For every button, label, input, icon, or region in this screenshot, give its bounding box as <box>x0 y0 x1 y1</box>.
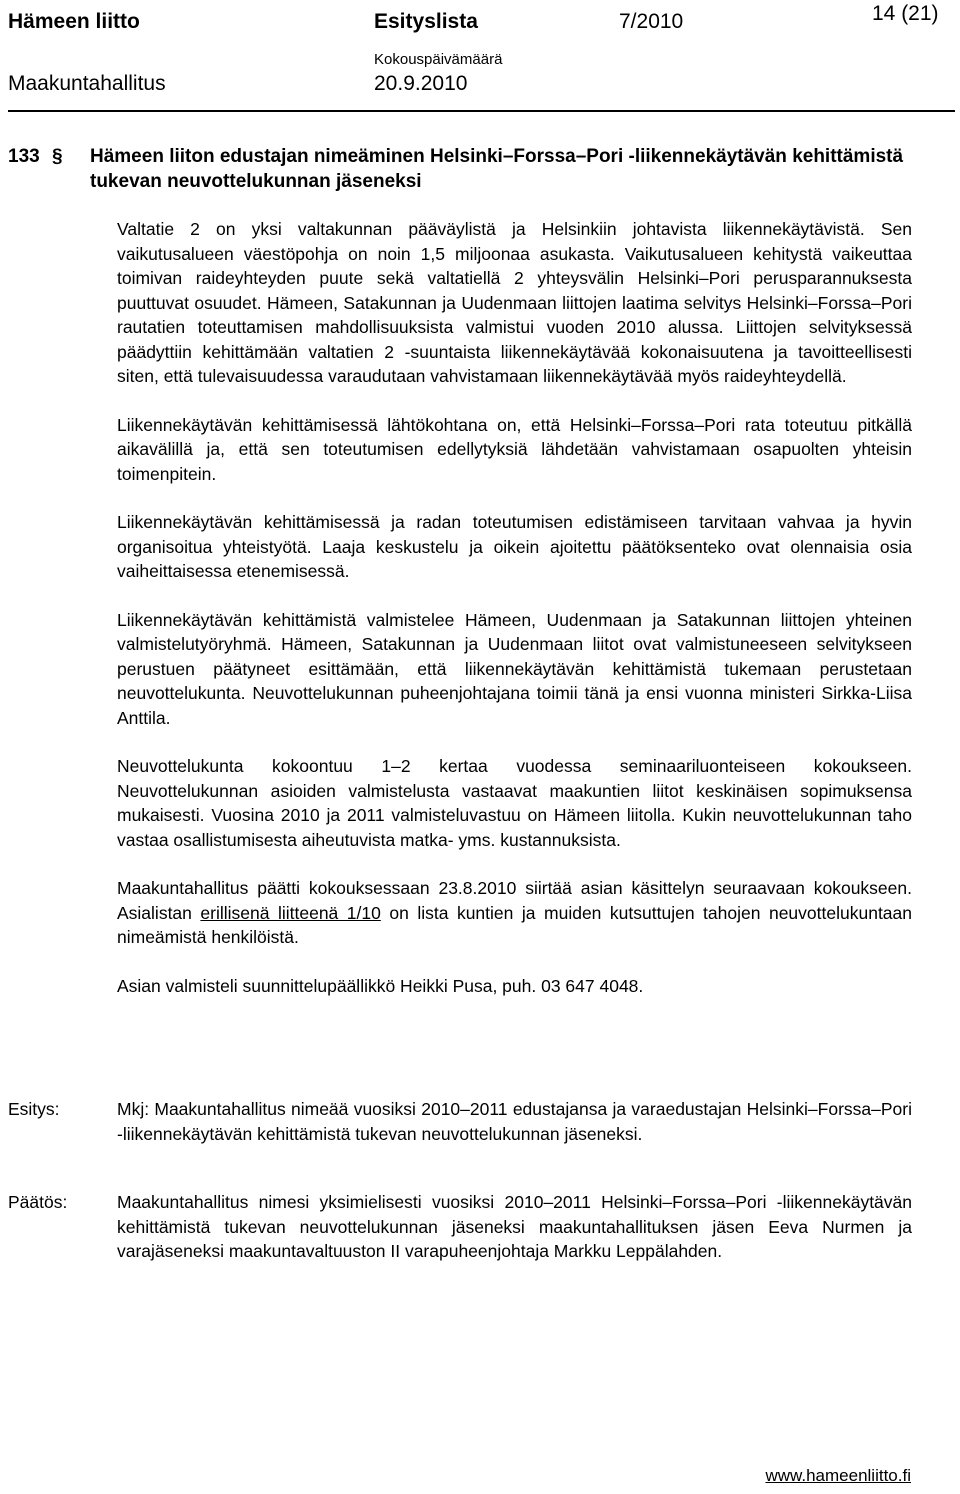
attachment-paragraph <box>117 876 912 950</box>
proposal-text: Mkj: Maakuntahallitus nimeää vuosiksi 2010–2011 edustajansa ja varaedustajan Helsinki–Forssa–Pori -liikennekäytävän kehittämistä tukevan neuvottelukunnan jäseneksi. <box>117 1099 912 1144</box>
preparer-line: Asian valmisteli suunnittelupäällikkö Heikki Pusa, puh. 03 647 4048. <box>117 975 644 996</box>
paragraph: Liikennekäytävän kehittämisessä ja radan toteutumisen edistämiseen tarvitaan vahvaa ja hyvin organisoitua yhteistyötä. Laaja keskustelu ja oikein ajoitettu päätöksenteko ovat olennaisia osia vaiheittaisessa etenemisessä. <box>117 512 912 581</box>
meeting-date-label: Kokouspäivämäärä <box>374 51 503 68</box>
document-type: Esityslista <box>374 10 478 33</box>
page-number: 14 (21) <box>872 2 939 25</box>
attachment-link[interactable]: erillisenä liitteenä 1/10 <box>200 902 381 923</box>
decision-text: Maakuntahallitus nimesi yksimielisesti vuosiksi 2010–2011 Helsinki–Forssa–Pori -liikennekäytävän kehittämistä tukevan neuvottelukunnan jäseneksi maakuntahallituksen jäsen Eeva Nurmen ja varajäseneksi maakuntavaltuuston II varapuheenjohtaja Markku Leppälahden. <box>117 1192 912 1261</box>
section-title: Hämeen liiton edustajan nimeäminen Helsinki–Forssa–Pori -liikennekäytävän kehittämistä tukevan neuvottelukunnan jäseneksi <box>90 146 904 192</box>
paragraph: Liikennekäytävän kehittämisessä lähtökohtana on, että Helsinki–Forssa–Pori rata toteutuu pitkällä aikavälillä ja, että sen toteutumisen edellytyksiä lähdetään vahvistamaan osapuolten yhteisin toimenpitein. <box>117 414 912 484</box>
section-number: 133 <box>8 146 40 167</box>
attachment-text-before: Maakuntahallitus päätti kokouksessaan 23.8.2010 siirtää asian käsittelyn seuraavaan kokoukseen. Asialistan <box>117 878 912 923</box>
meeting-date: 20.9.2010 <box>374 72 468 95</box>
website-link[interactable]: www.hameenliitto.fi <box>765 1466 911 1485</box>
paragraph: Neuvottelukunta kokoontuu 1–2 kertaa vuodessa seminaariluonteiseen kokoukseen. Neuvottelukunnan asioiden valmistelusta vastaavat maakuntien liitot keskinäisen sopimuksensa mukaisesti. Vuosina 2010 ja 2011 valmisteluvastuu on Hämeen liitolla. Kukin neuvottelukunnan taho vastaa osallistumisesta aiheutuvista matka- yms. kustannuksista. <box>117 756 912 850</box>
paragraph: Liikennekäytävän kehittämistä valmistelee Hämeen, Uudenmaan ja Satakunnan liittojen yhteinen valmistelutyöryhmä. Hämeen, Satakunnan ja Uudenmaan liitot ovat valmistuneeseen selvitykseen perustuen päätyneet esittämään, että liikennekäytävän kehittämistä tukemaan perustetaan neuvottelukunta. Neuvottelukunnan puheenjohtajana toimii tänä ja ensi vuonna ministeri Sirkka-Liisa Anttila. <box>117 609 912 728</box>
paragraph: Valtatie 2 on yksi valtakunnan pääväylistä ja Helsinkiin johtavista liikennekäytävistä. Sen vaikutusalueen väestöpohja on noin 1,5 miljoonaa asukasta. Vaikutusalueen kehitystä vaikeuttaa toimivan raideyhteyden puute sekä valtatiellä 2 yhteysvälin Helsinki–Pori perusparannuksesta puuttuvat osuudet. Hämeen, Satakunnan ja Uudenmaan liittojen laatima selvitys Helsinki–Forssa–Pori rautatien toteuttamisen mahdollisuuksista valmistui vuoden 2010 alussa. Liittojen selvityksessä päädyttiin kehittämään valtatien 2 -suuntaista liikennekäytävää kokonaisuutena ja tavoitteellisesti siten, että tulevaisuudessa varaudutaan vahvistamaan liikennekäytävää myös raideyhteydellä. <box>117 219 912 386</box>
body-name: Maakuntahallitus <box>8 72 166 95</box>
org-name: Hämeen liitto <box>8 10 140 33</box>
proposal-label: Esitys: <box>8 1099 60 1119</box>
document-number: 7/2010 <box>619 10 684 33</box>
header-divider <box>8 110 955 112</box>
decision-label: Päätös: <box>8 1192 68 1212</box>
body-text <box>117 217 912 998</box>
section-symbol: § <box>52 146 63 167</box>
attachment-text-after: on lista kuntien ja muiden kutsuttujen tahojen neuvottelukuntaan nimeämistä henkilöistä. <box>117 902 912 947</box>
